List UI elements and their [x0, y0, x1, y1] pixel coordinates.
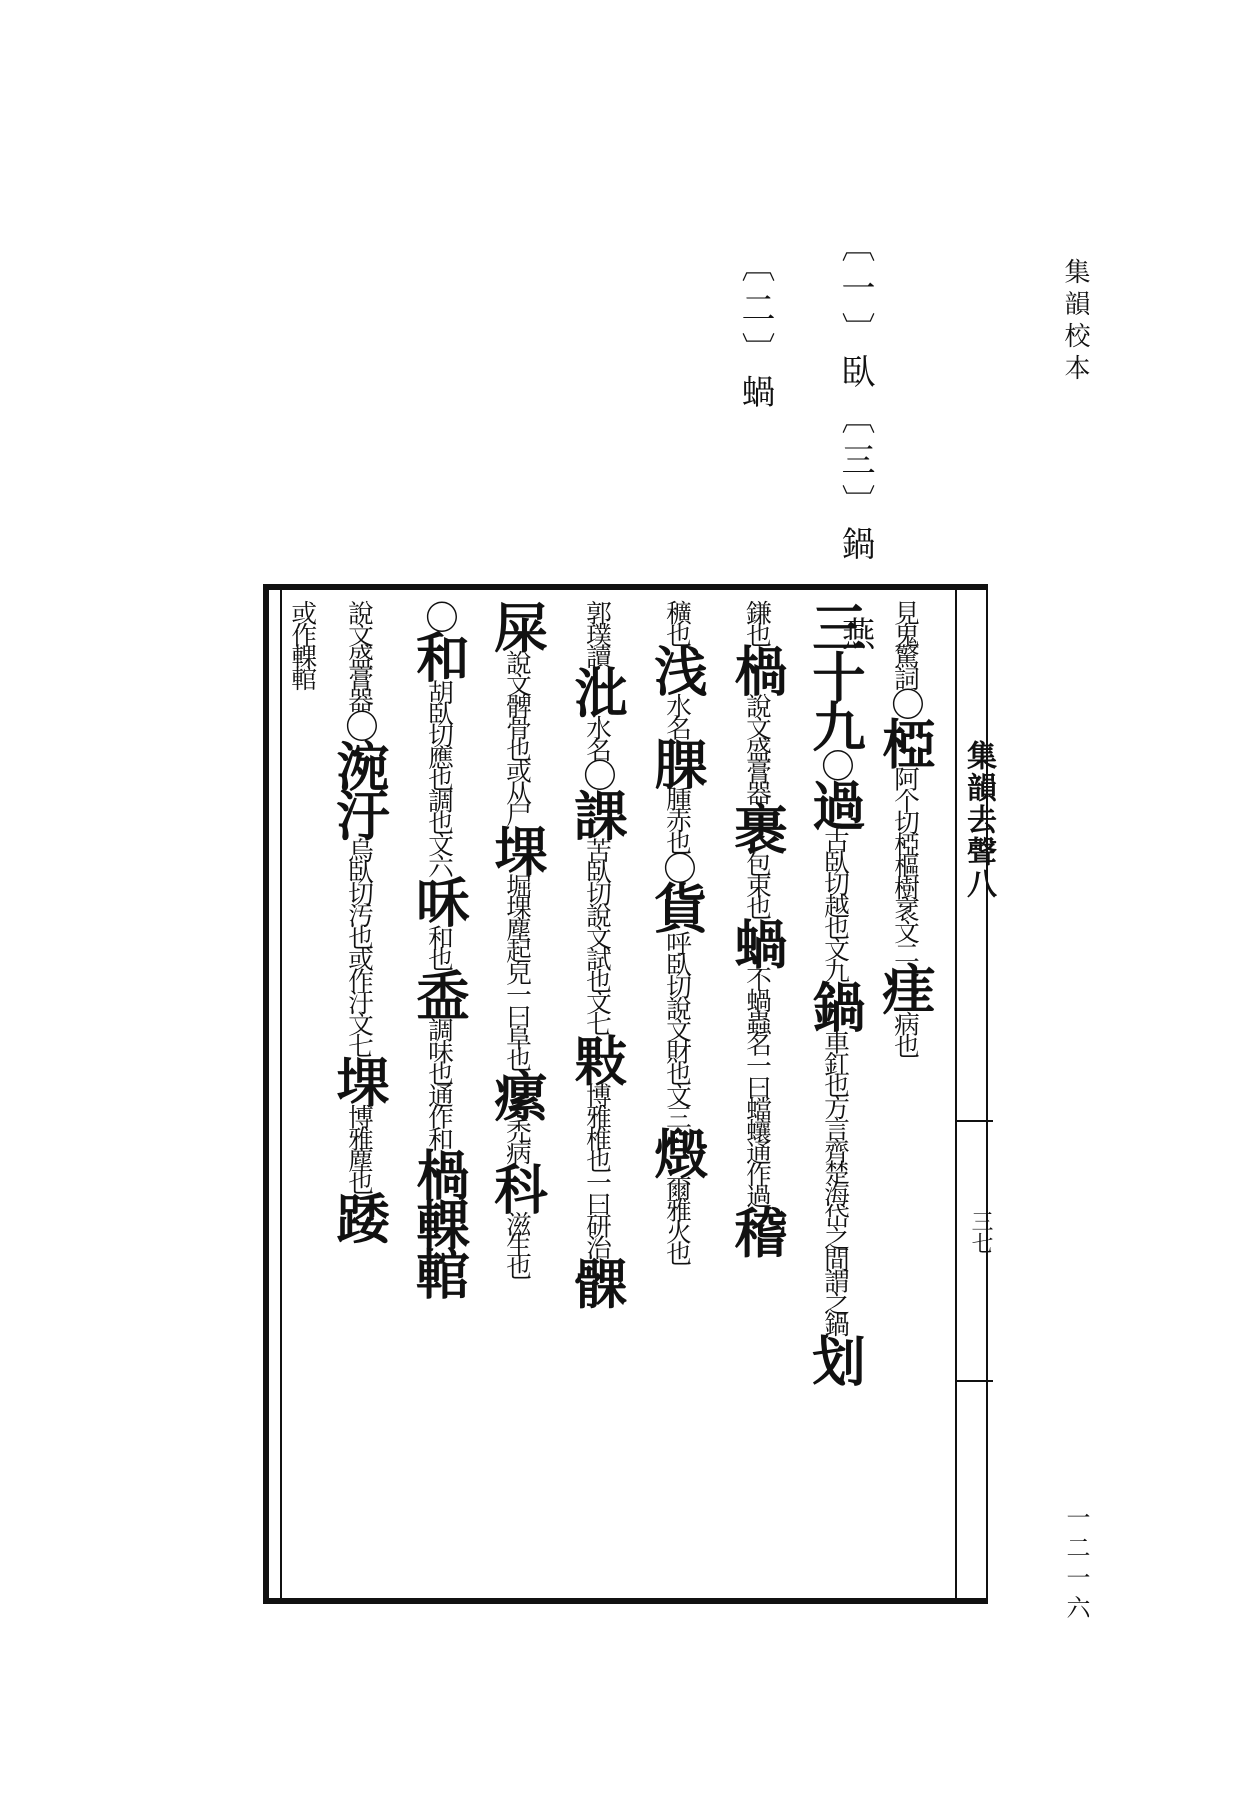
headword: 屎	[485, 600, 549, 650]
gloss-text: 禿病	[501, 1117, 532, 1162]
headword: 㾏	[873, 961, 937, 1012]
gloss-text: 水名	[581, 714, 612, 759]
gloss-text: 胡臥切應也調也文六	[423, 679, 454, 875]
headword: 涴	[327, 738, 391, 788]
headword: 堁	[485, 823, 549, 873]
headword: 裹	[725, 801, 789, 852]
headword: 科	[485, 1161, 549, 1211]
headword: 輨	[407, 1246, 471, 1296]
headword: 楇	[407, 1147, 471, 1197]
center-strip-title: 集韻去聲八	[961, 740, 996, 900]
gloss-text: 車釭也方言齊楚海岱之間謂之鍋	[819, 1029, 850, 1334]
headword: 和	[407, 629, 471, 680]
gloss-text: 水名	[661, 692, 692, 737]
headword: 腂	[645, 736, 709, 786]
collation-note-1: 〔一〕臥	[835, 228, 875, 396]
headword: 楇	[725, 643, 789, 693]
gloss-text: 或作輠輨	[286, 600, 317, 687]
entry-marker: 〇	[657, 851, 697, 881]
gloss-text: 堀堁塵起皃一曰阜也	[501, 872, 532, 1069]
headword: 課	[565, 787, 629, 838]
gloss-text: 說文髀骨也或从尸	[501, 649, 532, 824]
gloss-text: 病也	[889, 1011, 920, 1055]
gloss-text: 穬也	[661, 600, 692, 644]
text-column-2	[803, 600, 867, 1590]
text-column-4	[645, 600, 709, 1590]
gloss-text: 阿个切椏樞樹衺文二	[889, 766, 920, 962]
gloss-text: 調味也通作和	[423, 1017, 454, 1148]
headword: 椏	[873, 716, 937, 767]
entry-marker: 〇	[419, 600, 459, 630]
gloss-text: 烏臥切汚也或作汙文七	[343, 837, 374, 1055]
gloss-text: 博雅椎也一曰研治	[581, 1082, 612, 1257]
headword: 盉	[407, 967, 471, 1018]
headword: 汙	[327, 787, 391, 838]
headword: 過	[803, 778, 867, 828]
headword: 浅	[645, 643, 709, 693]
text-column-1	[873, 600, 937, 1590]
gloss-text: 古臥切越也文九	[819, 827, 850, 980]
headword: 鍋	[803, 979, 867, 1030]
gloss-text: 腫赤也	[661, 785, 692, 852]
headword: 燬	[645, 1125, 709, 1176]
center-strip	[955, 590, 996, 1600]
headword: 三十九	[803, 600, 867, 749]
headword: 貨	[645, 880, 709, 931]
gloss-text: 不蝸蟲名一曰蟷蠰通作過	[741, 965, 772, 1205]
gloss-text: 見鬼驚詞	[889, 600, 920, 687]
text-column-7	[407, 600, 471, 1590]
text-column-8	[327, 600, 391, 1590]
page-number: 一二一六	[1062, 1505, 1090, 1625]
headword: 髁	[565, 1256, 629, 1306]
headword: 沘	[565, 665, 629, 715]
entry-marker: 〇	[339, 708, 379, 739]
entry-marker: 〇	[577, 758, 617, 788]
headword: 咊	[407, 874, 471, 925]
center-strip-mark	[957, 1120, 993, 1122]
collation-note-3: 〔三〕鍋 燕	[835, 400, 875, 658]
headword: 輠	[407, 1196, 471, 1247]
text-column-6	[485, 600, 549, 1590]
headword: 瘰	[485, 1068, 549, 1118]
gloss-text: 鎌也	[741, 600, 772, 644]
gloss-text: 呼臥切說文財也文三	[661, 930, 692, 1126]
collation-note-2: 〔二〕蝸	[735, 248, 775, 416]
headword: 划	[803, 1333, 867, 1383]
text-column-3	[725, 600, 789, 1590]
frame-inner-rule	[280, 588, 282, 1600]
gloss-text: 博雅塵也	[343, 1103, 374, 1191]
headword: 敤	[565, 1032, 629, 1083]
center-strip-folio: 三七	[968, 1210, 993, 1254]
headword: 稽	[725, 1204, 789, 1255]
gloss-text: 爾雅火也	[661, 1175, 692, 1263]
gloss-text: 郭璞讀	[581, 600, 612, 666]
text-column-5	[565, 600, 629, 1590]
book-title: 集韻校本	[1060, 258, 1090, 386]
entry-marker: 〇	[815, 748, 855, 779]
text-column-9	[286, 600, 317, 1590]
gloss-text: 包束也	[741, 851, 772, 917]
gloss-text: 說文盛膏器	[741, 692, 772, 802]
gloss-text: 說文盛膏器	[343, 600, 374, 709]
headword: 堁	[327, 1054, 391, 1104]
gloss-text: 滋生也	[501, 1210, 532, 1276]
entry-marker: 〇	[885, 686, 925, 717]
gloss-text: 和也	[423, 924, 454, 968]
headword: 蝸	[725, 916, 789, 966]
gloss-text: 苦臥切說文試也文七	[581, 837, 612, 1033]
center-strip-mark	[957, 1380, 993, 1382]
headword: 踒	[327, 1190, 391, 1241]
